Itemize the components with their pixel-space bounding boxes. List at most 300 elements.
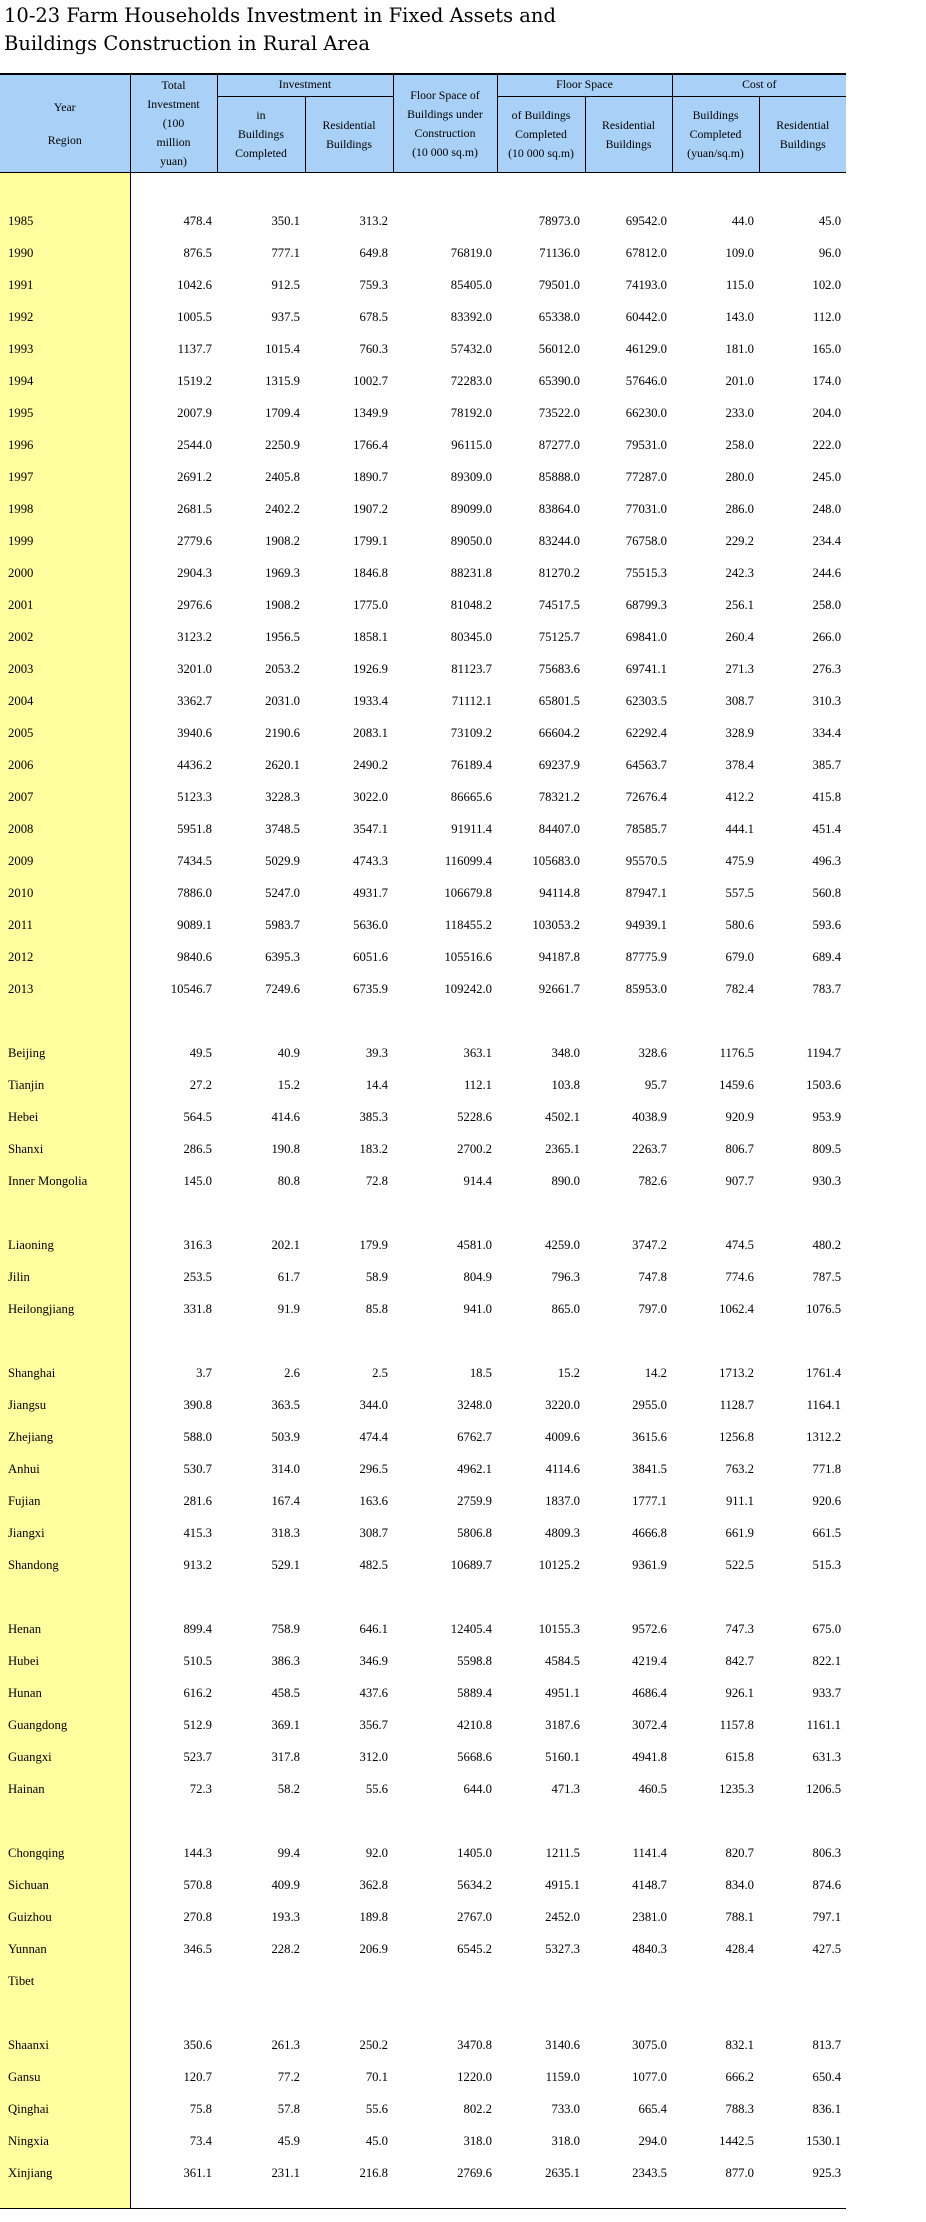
table-cell: 1002.7 (353, 373, 389, 388)
table-cell: 318.0 (551, 2133, 581, 2148)
table-cell: 206.9 (359, 1941, 389, 1956)
table-cell: 5123.3 (130, 781, 217, 813)
table-cell: 3187.6 (545, 1717, 581, 1732)
table-cell: 201.0 (725, 373, 755, 388)
table-cell: 1908.2 (265, 533, 300, 548)
table-cell: 80.8 (277, 1173, 300, 1188)
table-cell: 5634.2 (457, 1877, 493, 1892)
table-cell: 55.6 (365, 2101, 389, 2116)
table-cell: 378.4 (725, 757, 755, 772)
table-cell: 3123.2 (130, 621, 217, 653)
table-cell: 1194.7 (806, 1045, 842, 1060)
row-label: 2009 (0, 845, 130, 877)
row-label: Hubei (0, 1645, 130, 1677)
table-row (0, 2029, 846, 2061)
table-cell: 193.3 (271, 1909, 300, 1924)
table-row (0, 1837, 846, 1869)
table-cell: 258.0 (725, 437, 755, 452)
table-row (0, 1517, 846, 1549)
table-cell: 5889.4 (457, 1685, 493, 1700)
table-cell: 877.0 (725, 2165, 755, 2180)
table-cell: 2976.6 (130, 589, 217, 621)
table-cell: 782.4 (725, 981, 755, 996)
table-cell: 1206.5 (806, 1781, 842, 1796)
row-label: 1995 (0, 397, 130, 429)
table-cell: 260.4 (725, 629, 755, 644)
table-cell (130, 1965, 217, 1997)
table-cell: 4502.1 (545, 1109, 581, 1124)
table-row (0, 1773, 846, 1805)
table-row (0, 1389, 846, 1421)
table-cell: 1176.5 (719, 1045, 755, 1060)
table-cell: 39.3 (365, 1045, 389, 1060)
table-cell: 665.4 (638, 2101, 668, 2116)
table-cell: 510.5 (130, 1645, 217, 1677)
table-cell: 105516.6 (444, 949, 493, 964)
table-cell: 771.8 (812, 1461, 842, 1476)
table-cell: 10546.7 (130, 973, 217, 1005)
title-line-2: Buildings Construction in Rural Area (4, 32, 370, 55)
row-label: Tibet (0, 1965, 130, 1997)
table-cell: 937.5 (271, 309, 300, 324)
table-cell: 318.0 (463, 2133, 493, 2148)
table-cell: 66230.0 (625, 405, 668, 420)
table-cell: 308.7 (725, 693, 755, 708)
table-cell: 356.7 (359, 1717, 389, 1732)
table-cell: 350.1 (271, 213, 300, 228)
table-cell: 3747.2 (632, 1237, 668, 1252)
table-cell: 72.3 (130, 1773, 217, 1805)
table-cell: 4148.7 (632, 1877, 668, 1892)
table-cell: 4436.2 (130, 749, 217, 781)
table-row (0, 1261, 846, 1293)
table-cell: 312.0 (359, 1749, 389, 1764)
table-cell: 89309.0 (450, 469, 493, 484)
table-cell: 266.0 (812, 629, 842, 644)
table-cell: 1128.7 (719, 1397, 755, 1412)
table-cell: 3615.6 (632, 1429, 668, 1444)
header-residential-3: Residential Buildings (759, 97, 846, 173)
table-cell: 102.0 (812, 277, 842, 292)
table-cell: 2691.2 (130, 461, 217, 493)
table-cell: 1015.4 (265, 341, 300, 356)
table-cell: 5983.7 (265, 917, 300, 932)
table-cell: 65390.0 (538, 373, 581, 388)
table-cell: 4809.3 (545, 1525, 581, 1540)
row-label: Hunan (0, 1677, 130, 1709)
table-cell: 316.3 (130, 1229, 217, 1261)
row-label: Jilin (0, 1261, 130, 1293)
table-cell: 385.7 (812, 757, 842, 772)
table-cell: 836.1 (812, 2101, 842, 2116)
table-cell: 5668.6 (457, 1749, 493, 1764)
table-cell: 281.6 (130, 1485, 217, 1517)
table-row (0, 1357, 846, 1389)
table-cell: 930.3 (812, 1173, 842, 1188)
table-cell: 163.6 (359, 1493, 389, 1508)
table-cell: 3470.8 (457, 2037, 493, 2052)
table-title (4, 2, 556, 58)
table-cell: 3362.7 (130, 685, 217, 717)
table-cell: 112.0 (812, 309, 842, 324)
table-row (0, 2125, 846, 2157)
row-label: Henan (0, 1613, 130, 1645)
table-row (0, 429, 846, 461)
table-cell: 3841.5 (632, 1461, 668, 1476)
table-cell: 777.1 (271, 245, 300, 260)
row-label: Guangxi (0, 1741, 130, 1773)
table-cell: 85.8 (365, 1301, 389, 1316)
table-cell: 109.0 (725, 245, 755, 260)
table-cell: 10155.3 (538, 1621, 581, 1636)
table-cell: 308.7 (359, 1525, 389, 1540)
table-cell: 2053.2 (265, 661, 300, 676)
table-row (0, 1709, 846, 1741)
table-cell: 64563.7 (625, 757, 668, 772)
header-cost-group: Cost of (672, 74, 846, 97)
row-label: 2007 (0, 781, 130, 813)
table-cell: 245.0 (812, 469, 842, 484)
table-cell: 70.1 (365, 2069, 389, 2084)
table-cell: 475.9 (725, 853, 755, 868)
table-cell: 4038.9 (632, 1109, 668, 1124)
header-investment-group: Investment (217, 74, 393, 97)
table-cell: 62292.4 (625, 725, 668, 740)
table-row (0, 941, 846, 973)
table-row (0, 301, 846, 333)
table-cell: 5327.3 (545, 1941, 581, 1956)
table-cell: 2263.7 (632, 1141, 668, 1156)
table-cell: 646.1 (359, 1621, 389, 1636)
table-cell: 81123.7 (451, 661, 493, 676)
table-cell: 165.0 (812, 341, 842, 356)
table-row (0, 2061, 846, 2093)
table-cell: 12405.4 (450, 1621, 493, 1636)
table-row (0, 1485, 846, 1517)
table-cell: 229.2 (725, 533, 755, 548)
table-cell: 804.9 (463, 1269, 493, 1284)
table-cell: 77031.0 (625, 501, 668, 516)
table-row (0, 2093, 846, 2125)
table-cell: 49.5 (130, 1037, 217, 1069)
table-cell: 189.8 (359, 1909, 389, 1924)
row-label: 1997 (0, 461, 130, 493)
table-cell: 822.1 (812, 1653, 842, 1668)
row-label: 1996 (0, 429, 130, 461)
table-cell: 4114.6 (545, 1461, 581, 1476)
table-cell: 61.7 (277, 1269, 300, 1284)
table-cell: 1713.2 (719, 1365, 755, 1380)
table-cell: 1933.4 (353, 693, 389, 708)
table-cell: 7886.0 (130, 877, 217, 909)
table-cell: 258.0 (812, 597, 842, 612)
table-row (0, 1101, 846, 1133)
table-cell: 802.2 (463, 2101, 493, 2116)
table-cell: 222.0 (812, 437, 842, 452)
table-row (0, 1293, 846, 1325)
table-row (0, 1069, 846, 1101)
table-cell: 14.2 (644, 1365, 668, 1380)
table-cell: 2343.5 (632, 2165, 668, 2180)
table-spacer-row (0, 1805, 846, 1837)
table-cell: 458.5 (271, 1685, 300, 1700)
table-cell: 81270.2 (538, 565, 581, 580)
title-line-1: 10-23 Farm Households Investment in Fixed Assets and (4, 4, 556, 27)
table-cell: 9361.9 (632, 1557, 668, 1572)
table-row (0, 845, 846, 877)
table-cell: 4915.1 (545, 1877, 581, 1892)
table-cell: 876.5 (130, 237, 217, 269)
row-label: 2012 (0, 941, 130, 973)
row-label: 2008 (0, 813, 130, 845)
table-cell: 890.0 (551, 1173, 581, 1188)
table-cell: 27.2 (130, 1069, 217, 1101)
table-cell: 72.8 (365, 1173, 389, 1188)
table-cell (393, 205, 497, 237)
table-cell: 4951.1 (545, 1685, 581, 1700)
table-cell: 2544.0 (130, 429, 217, 461)
table-cell: 941.0 (463, 1301, 493, 1316)
row-label: Chongqing (0, 1837, 130, 1869)
table-cell: 2083.1 (353, 725, 389, 740)
table-cell: 414.6 (271, 1109, 300, 1124)
table-cell: 1777.1 (632, 1493, 668, 1508)
row-label: 1991 (0, 269, 130, 301)
table-cell: 103053.2 (532, 917, 581, 932)
table-cell: 296.5 (359, 1461, 389, 1476)
table-cell (393, 1965, 497, 1997)
row-label: 2006 (0, 749, 130, 781)
table-cell: 81048.2 (450, 597, 493, 612)
row-label: 2002 (0, 621, 130, 653)
table-cell: 73109.2 (450, 725, 493, 740)
table-cell: 2620.1 (265, 757, 300, 772)
table-cell: 4941.8 (632, 1749, 668, 1764)
table-cell: 1969.3 (265, 565, 300, 580)
table-cell: 5951.8 (130, 813, 217, 845)
table-cell: 920.6 (812, 1493, 842, 1508)
table-cell: 415.3 (130, 1517, 217, 1549)
table-cell: 564.5 (130, 1101, 217, 1133)
table-cell: 842.7 (725, 1653, 755, 1668)
table-cell: 74517.5 (538, 597, 581, 612)
table-cell: 73.4 (130, 2125, 217, 2157)
table-cell: 328.9 (725, 725, 755, 740)
table-cell: 334.4 (812, 725, 842, 740)
table-cell: 76819.0 (450, 245, 493, 260)
table-cell: 233.0 (725, 405, 755, 420)
table-cell: 1846.8 (353, 565, 389, 580)
table-row (0, 589, 846, 621)
table-cell: 386.3 (271, 1653, 300, 1668)
table-row (0, 653, 846, 685)
table-cell: 84407.0 (538, 821, 581, 836)
table-cell: 9840.6 (130, 941, 217, 973)
table-cell: 112.1 (463, 1077, 493, 1092)
table-cell: 1161.1 (806, 1717, 842, 1732)
row-label: Shanghai (0, 1357, 130, 1389)
table-cell: 515.3 (812, 1557, 842, 1572)
table-cell: 167.4 (271, 1493, 300, 1508)
table-cell: 6395.3 (265, 949, 300, 964)
table-row (0, 1933, 846, 1965)
table-cell: 1799.1 (353, 533, 389, 548)
header-total-investment: Total Investment (100 million yuan) (130, 74, 217, 173)
table-cell: 5247.0 (265, 885, 300, 900)
table-cell: 1141.4 (632, 1845, 668, 1860)
table-cell: 1220.0 (457, 2069, 493, 2084)
table-cell: 348.0 (551, 1045, 581, 1060)
table-cell: 5228.6 (457, 1109, 493, 1124)
table-cell: 78321.2 (538, 789, 581, 804)
table-cell: 6051.6 (353, 949, 389, 964)
table-cell: 5636.0 (353, 917, 389, 932)
table-cell: 920.9 (725, 1109, 755, 1124)
table-cell: 474.4 (359, 1429, 389, 1444)
row-label: Fujian (0, 1485, 130, 1517)
table-cell: 286.5 (130, 1133, 217, 1165)
table-cell: 797.0 (638, 1301, 668, 1316)
table-cell: 3022.0 (353, 789, 389, 804)
table-row (0, 1453, 846, 1485)
table-cell: 76758.0 (625, 533, 668, 548)
table-cell: 77287.0 (625, 469, 668, 484)
table-cell: 2381.0 (632, 1909, 668, 1924)
table-cell: 1761.4 (806, 1365, 842, 1380)
header-investment-completed: in Buildings Completed (217, 97, 305, 173)
table-cell: 874.6 (812, 1877, 842, 1892)
row-label: 2003 (0, 653, 130, 685)
table-cell: 570.8 (130, 1869, 217, 1901)
table-cell: 244.6 (812, 565, 842, 580)
row-label: Inner Mongolia (0, 1165, 130, 1197)
table-cell: 92.0 (365, 1845, 389, 1860)
table-row (0, 1133, 846, 1165)
table-cell: 87947.1 (625, 885, 668, 900)
table-cell: 1405.0 (457, 1845, 493, 1860)
table-cell: 44.0 (731, 213, 755, 228)
table-cell: 783.7 (812, 981, 842, 996)
table-cell: 75515.3 (625, 565, 668, 580)
table-cell: 72676.4 (625, 789, 668, 804)
table-cell: 318.3 (271, 1525, 300, 1540)
table-cell: 362.8 (359, 1877, 389, 1892)
table-cell: 1503.6 (806, 1077, 842, 1092)
table-cell: 953.9 (812, 1109, 842, 1124)
table-cell: 2767.0 (457, 1909, 493, 1924)
table-cell: 1890.7 (353, 469, 389, 484)
table-cell: 79501.0 (538, 277, 581, 292)
table-cell: 782.6 (638, 1173, 668, 1188)
table-cell: 2904.3 (130, 557, 217, 589)
table-cell: 10689.7 (450, 1557, 493, 1572)
table-cell: 96115.0 (451, 437, 493, 452)
table-body (0, 173, 846, 2209)
table-cell: 3072.4 (632, 1717, 668, 1732)
table-cell: 94939.1 (625, 917, 668, 932)
table-cell: 523.7 (130, 1741, 217, 1773)
row-label: Liaoning (0, 1229, 130, 1261)
table-cell: 83392.0 (450, 309, 493, 324)
table-cell: 832.1 (725, 2037, 755, 2052)
table-cell: 4210.8 (457, 1717, 493, 1732)
table-row (0, 1645, 846, 1677)
table-row (0, 461, 846, 493)
table-cell: 911.1 (725, 1493, 755, 1508)
table-cell: 6545.2 (457, 1941, 493, 1956)
table-cell: 216.8 (359, 2165, 389, 2180)
table-cell: 105683.0 (532, 853, 581, 868)
row-label: 2013 (0, 973, 130, 1005)
table-cell: 183.2 (359, 1141, 389, 1156)
table-cell: 2365.1 (545, 1141, 581, 1156)
header-year-region (0, 74, 130, 173)
table-cell: 2405.8 (265, 469, 300, 484)
table-cell: 5806.8 (457, 1525, 493, 1540)
table-cell: 2635.1 (545, 2165, 581, 2180)
table-cell: 314.0 (271, 1461, 300, 1476)
table-cell: 253.5 (130, 1261, 217, 1293)
table-cell: 58.2 (277, 1781, 300, 1796)
table-cell: 78973.0 (538, 213, 581, 228)
table-cell: 615.8 (725, 1749, 755, 1764)
table-cell: 865.0 (551, 1301, 581, 1316)
table-cell: 331.8 (130, 1293, 217, 1325)
row-label: 2001 (0, 589, 130, 621)
table-cell: 2007.9 (130, 397, 217, 429)
table-cell: 427.5 (812, 1941, 842, 1956)
table-cell: 1459.6 (719, 1077, 755, 1092)
table-cell: 56012.0 (538, 341, 581, 356)
table-cell: 616.2 (130, 1677, 217, 1709)
table-cell: 796.3 (551, 1269, 581, 1284)
table-cell: 71112.1 (451, 693, 493, 708)
table-cell: 925.3 (812, 2165, 842, 2180)
row-label: 1992 (0, 301, 130, 333)
row-label: 2000 (0, 557, 130, 589)
table-row (0, 557, 846, 589)
table-cell: 363.5 (271, 1397, 300, 1412)
table-cell: 560.8 (812, 885, 842, 900)
table-row (0, 813, 846, 845)
table-cell: 83864.0 (538, 501, 581, 516)
table-spacer-row (0, 1997, 846, 2029)
table-cell: 7434.5 (130, 845, 217, 877)
table-cell: 1709.4 (265, 405, 300, 420)
table-cell: 2681.5 (130, 493, 217, 525)
table-cell: 91911.4 (451, 821, 493, 836)
table-cell: 57.8 (277, 2101, 300, 2116)
table-cell: 116099.4 (444, 853, 493, 868)
table-cell: 451.4 (812, 821, 842, 836)
table-cell (759, 1965, 846, 1997)
row-label: Sichuan (0, 1869, 130, 1901)
table-cell: 40.9 (277, 1045, 300, 1060)
table-cell: 1530.1 (806, 2133, 842, 2148)
table-cell: 3075.0 (632, 2037, 668, 2052)
table-cell: 1062.4 (719, 1301, 755, 1316)
table-cell: 2.5 (372, 1365, 389, 1380)
row-label: Tianjin (0, 1069, 130, 1101)
row-label: Xinjiang (0, 2157, 130, 2189)
row-label: Shandong (0, 1549, 130, 1581)
table-cell: 809.5 (812, 1141, 842, 1156)
table-cell: 478.4 (130, 205, 217, 237)
table-cell: 2490.2 (353, 757, 389, 772)
table-cell: 689.4 (812, 949, 842, 964)
table-cell: 65338.0 (538, 309, 581, 324)
table-cell: 4840.3 (632, 1941, 668, 1956)
